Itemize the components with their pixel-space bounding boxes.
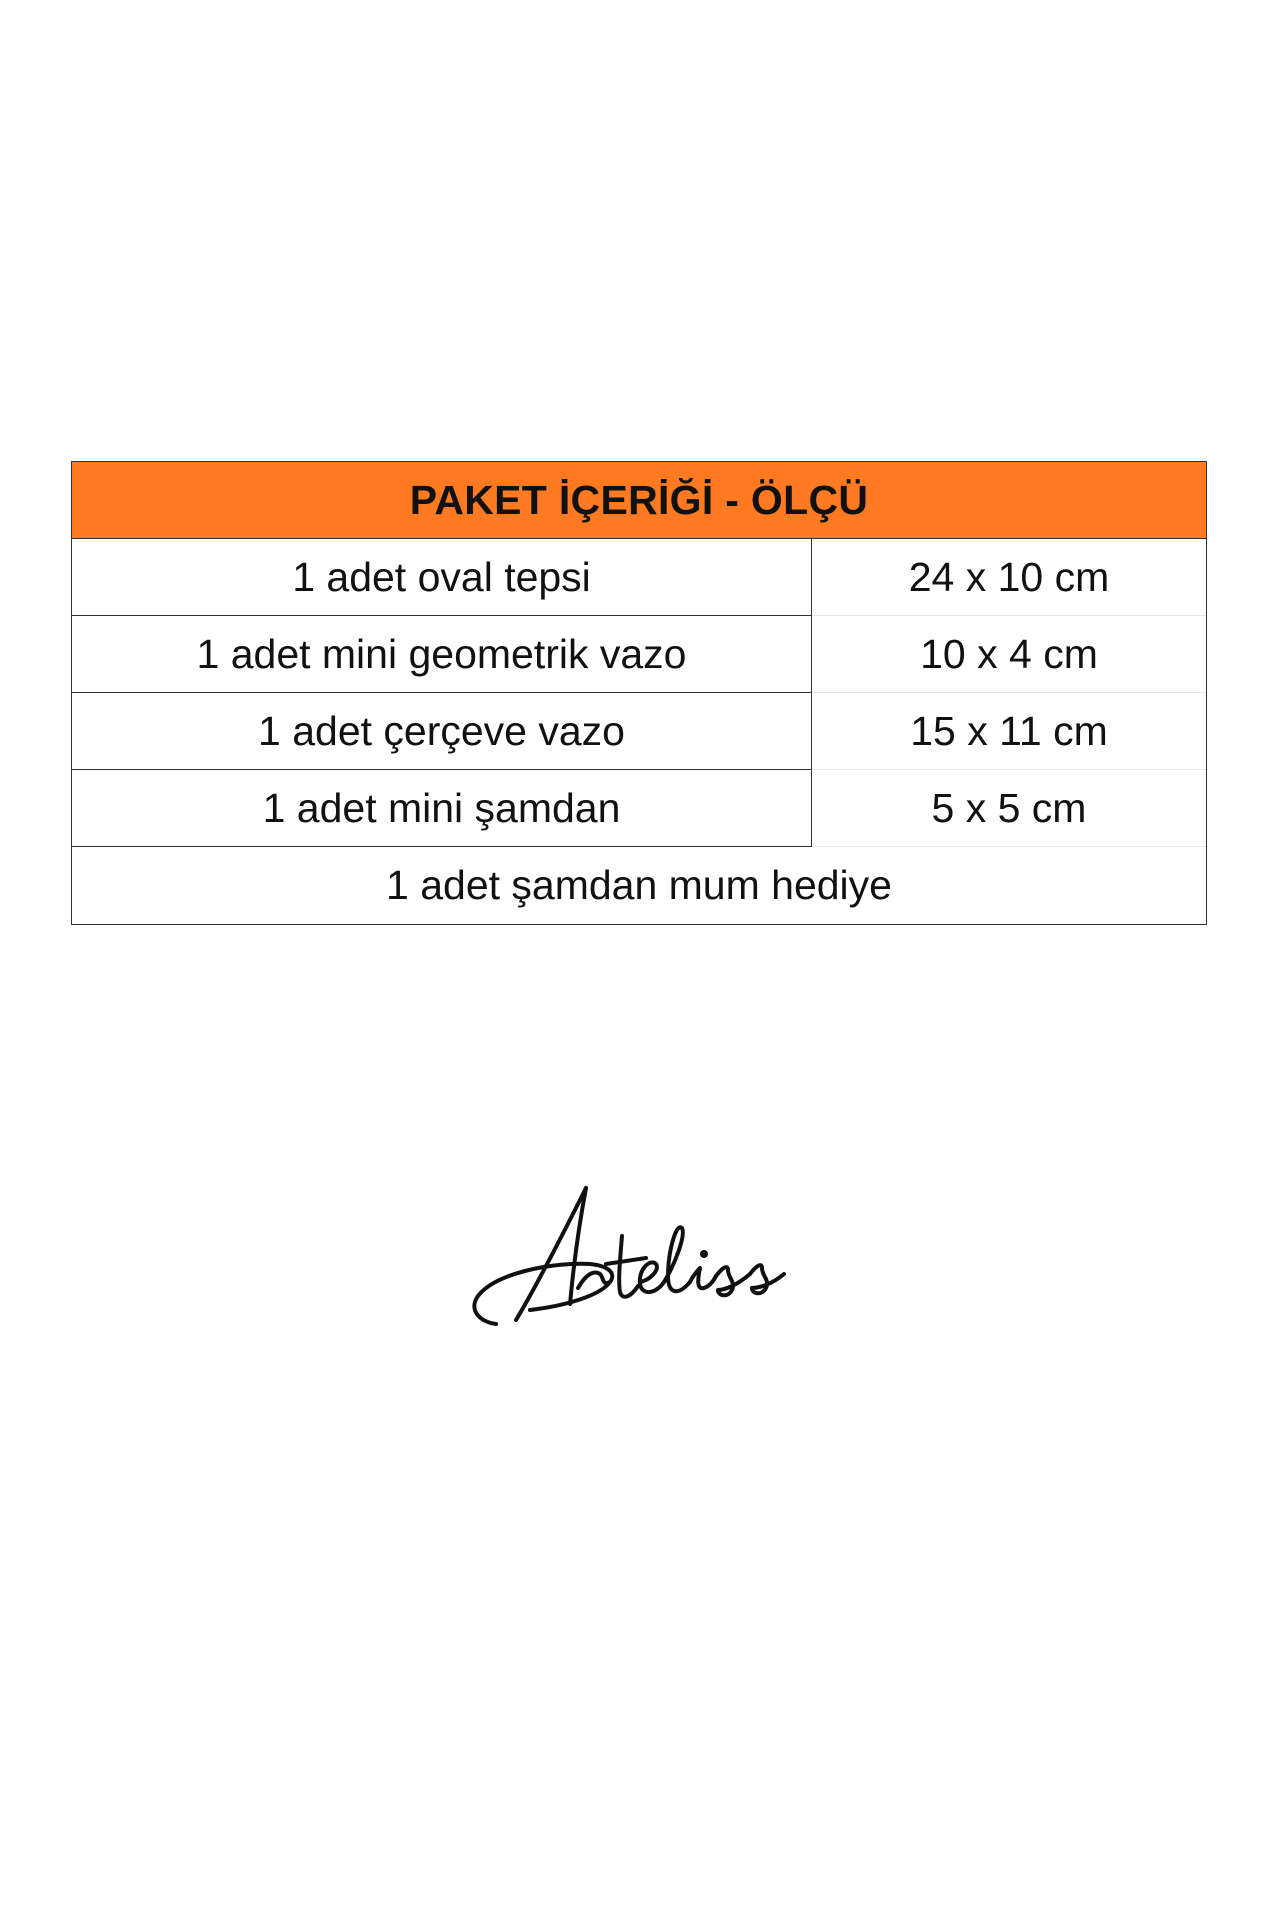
logo-l-stroke [664,1227,690,1291]
logo-i-dot [702,1252,706,1256]
table-row [72,539,1206,616]
size-cell: 5 x 5 cm [812,770,1206,847]
item-cell: 1 adet mini geometrik vazo [72,616,812,693]
logo-s2-stroke [750,1265,784,1293]
gift-row [72,847,1206,924]
table-row [72,616,1206,693]
gift-cell: 1 adet şamdan mum hediye [386,862,892,908]
size-cell: 15 x 11 cm [812,693,1206,770]
table-row [72,770,1206,847]
table-row [72,693,1206,770]
item-cell: 1 adet oval tepsi [72,539,812,616]
logo-t-stroke [619,1236,638,1297]
logo-t-cross [606,1258,646,1264]
item-cell: 1 adet mini şamdan [72,770,812,847]
table-header: PAKET İÇERİĞİ - ÖLÇÜ [72,462,1206,539]
size-cell: 24 x 10 cm [812,539,1206,616]
size-cell: 10 x 4 cm [812,616,1206,693]
item-cell: 1 adet çerçeve vazo [72,693,812,770]
logo-e-stroke [640,1262,664,1292]
package-contents-table [71,461,1207,925]
logo-s1-stroke [716,1267,750,1295]
logo-i-stroke [690,1268,716,1288]
arteliss-logo [460,1170,820,1350]
